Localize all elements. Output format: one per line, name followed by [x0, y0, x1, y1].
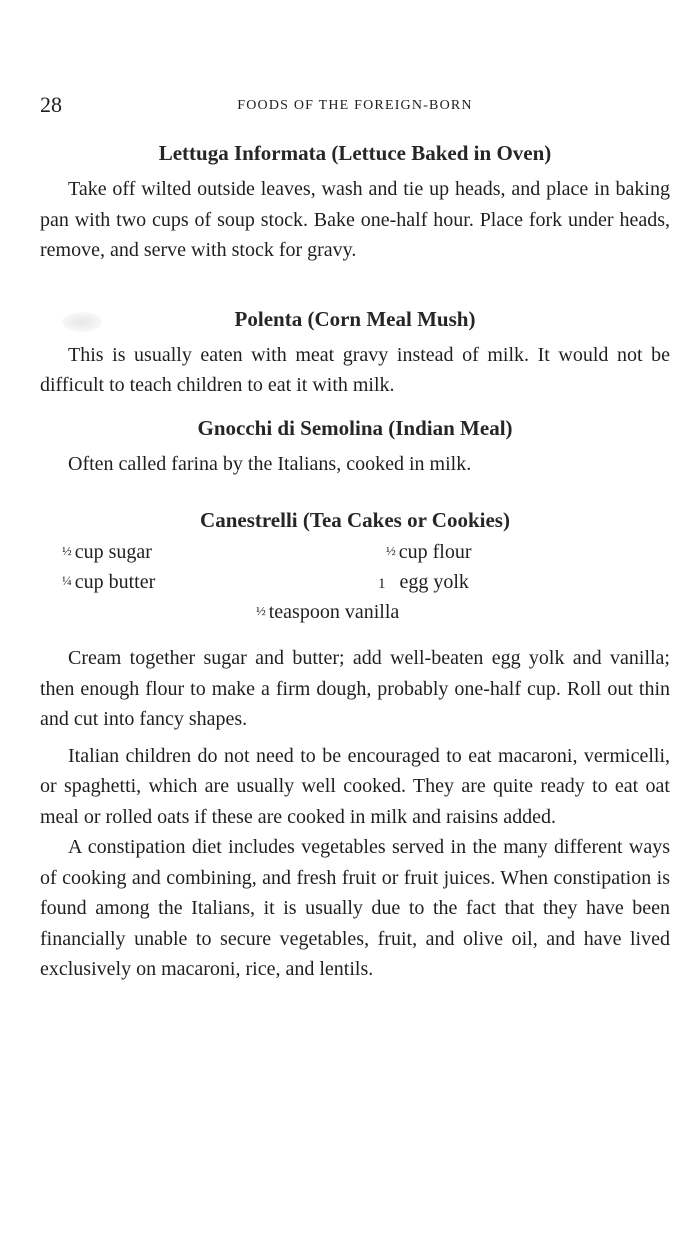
body-paragraph: A constipation diet includes vegetables served in the many different ways of cooking and combining, and fresh fruit or fruit juices. When constipation is found among the Italians, it is usually due to the fact that they have been financially unable to secure vegetables, fruit, and olive oil, and have lived exclusively on macaroni, rice, and lentils.: [40, 836, 670, 980]
ingredient-item: [62, 541, 152, 564]
running-title: FOODS OF THE FOREIGN-BORN: [237, 98, 473, 113]
ingredient-qty: ½: [256, 603, 266, 618]
recipe-paragraph: Often called farina by the Italians, cooked in milk.: [68, 452, 472, 475]
ingredient-text: cup butter: [74, 571, 156, 593]
ingredient-list: [40, 541, 670, 637]
recipe-paragraph: Cream together sugar and butter; add well-beaten egg yolk and vanilla; then enough flour to make a firm dough, probably one-half cup. Roll out thin and cut into fancy shapes.: [40, 647, 670, 730]
recipe-paragraph: Take off wilted outside leaves, wash and tie up heads, and place in baking pan with two cups of soup stock. Bake one-half hour. Place fork under heads, remove, and serve with stock for gravy.: [40, 178, 670, 261]
body-paragraph: Italian children do not need to be encouraged to eat macaroni, vermicelli, or spaghetti, which are usually well cooked. They are quite ready to eat oat meal or rolled oats if these are cooked in milk and raisins added.: [40, 744, 670, 828]
recipe-heading-lettuga: Lettuga Informata (Lettuce Baked in Oven): [158, 141, 552, 165]
page-number: 28: [40, 92, 62, 117]
ingredient-item: [386, 541, 472, 564]
recipe-heading-canestrelli: Canestrelli (Tea Cakes or Cookies): [200, 508, 510, 532]
ingredient-qty: ½: [62, 543, 72, 558]
page-content: [40, 138, 670, 985]
ingredient-item: [378, 571, 469, 594]
ingredient-text: egg yolk: [399, 571, 469, 593]
recipe-heading-gnocchi: Gnocchi di Semolina (Indian Meal): [197, 415, 513, 440]
recipe-heading-polenta: Polenta (Corn Meal Mush): [234, 306, 476, 331]
page-header: [40, 92, 670, 122]
ingredient-qty: ¼: [62, 573, 72, 588]
ingredient-text: cup sugar: [74, 541, 152, 563]
ingredient-item: [256, 601, 399, 624]
recipe-paragraph: This is usually eaten with meat gravy instead of milk. It would not be difficult to teach children to eat it with milk.: [40, 343, 670, 396]
ingredient-text: cup flour: [398, 541, 472, 563]
ingredient-qty: ½: [386, 543, 396, 558]
ingredient-qty: 1: [378, 576, 386, 592]
ingredient-text: teaspoon vanilla: [268, 601, 400, 623]
ingredient-item: [62, 571, 155, 594]
